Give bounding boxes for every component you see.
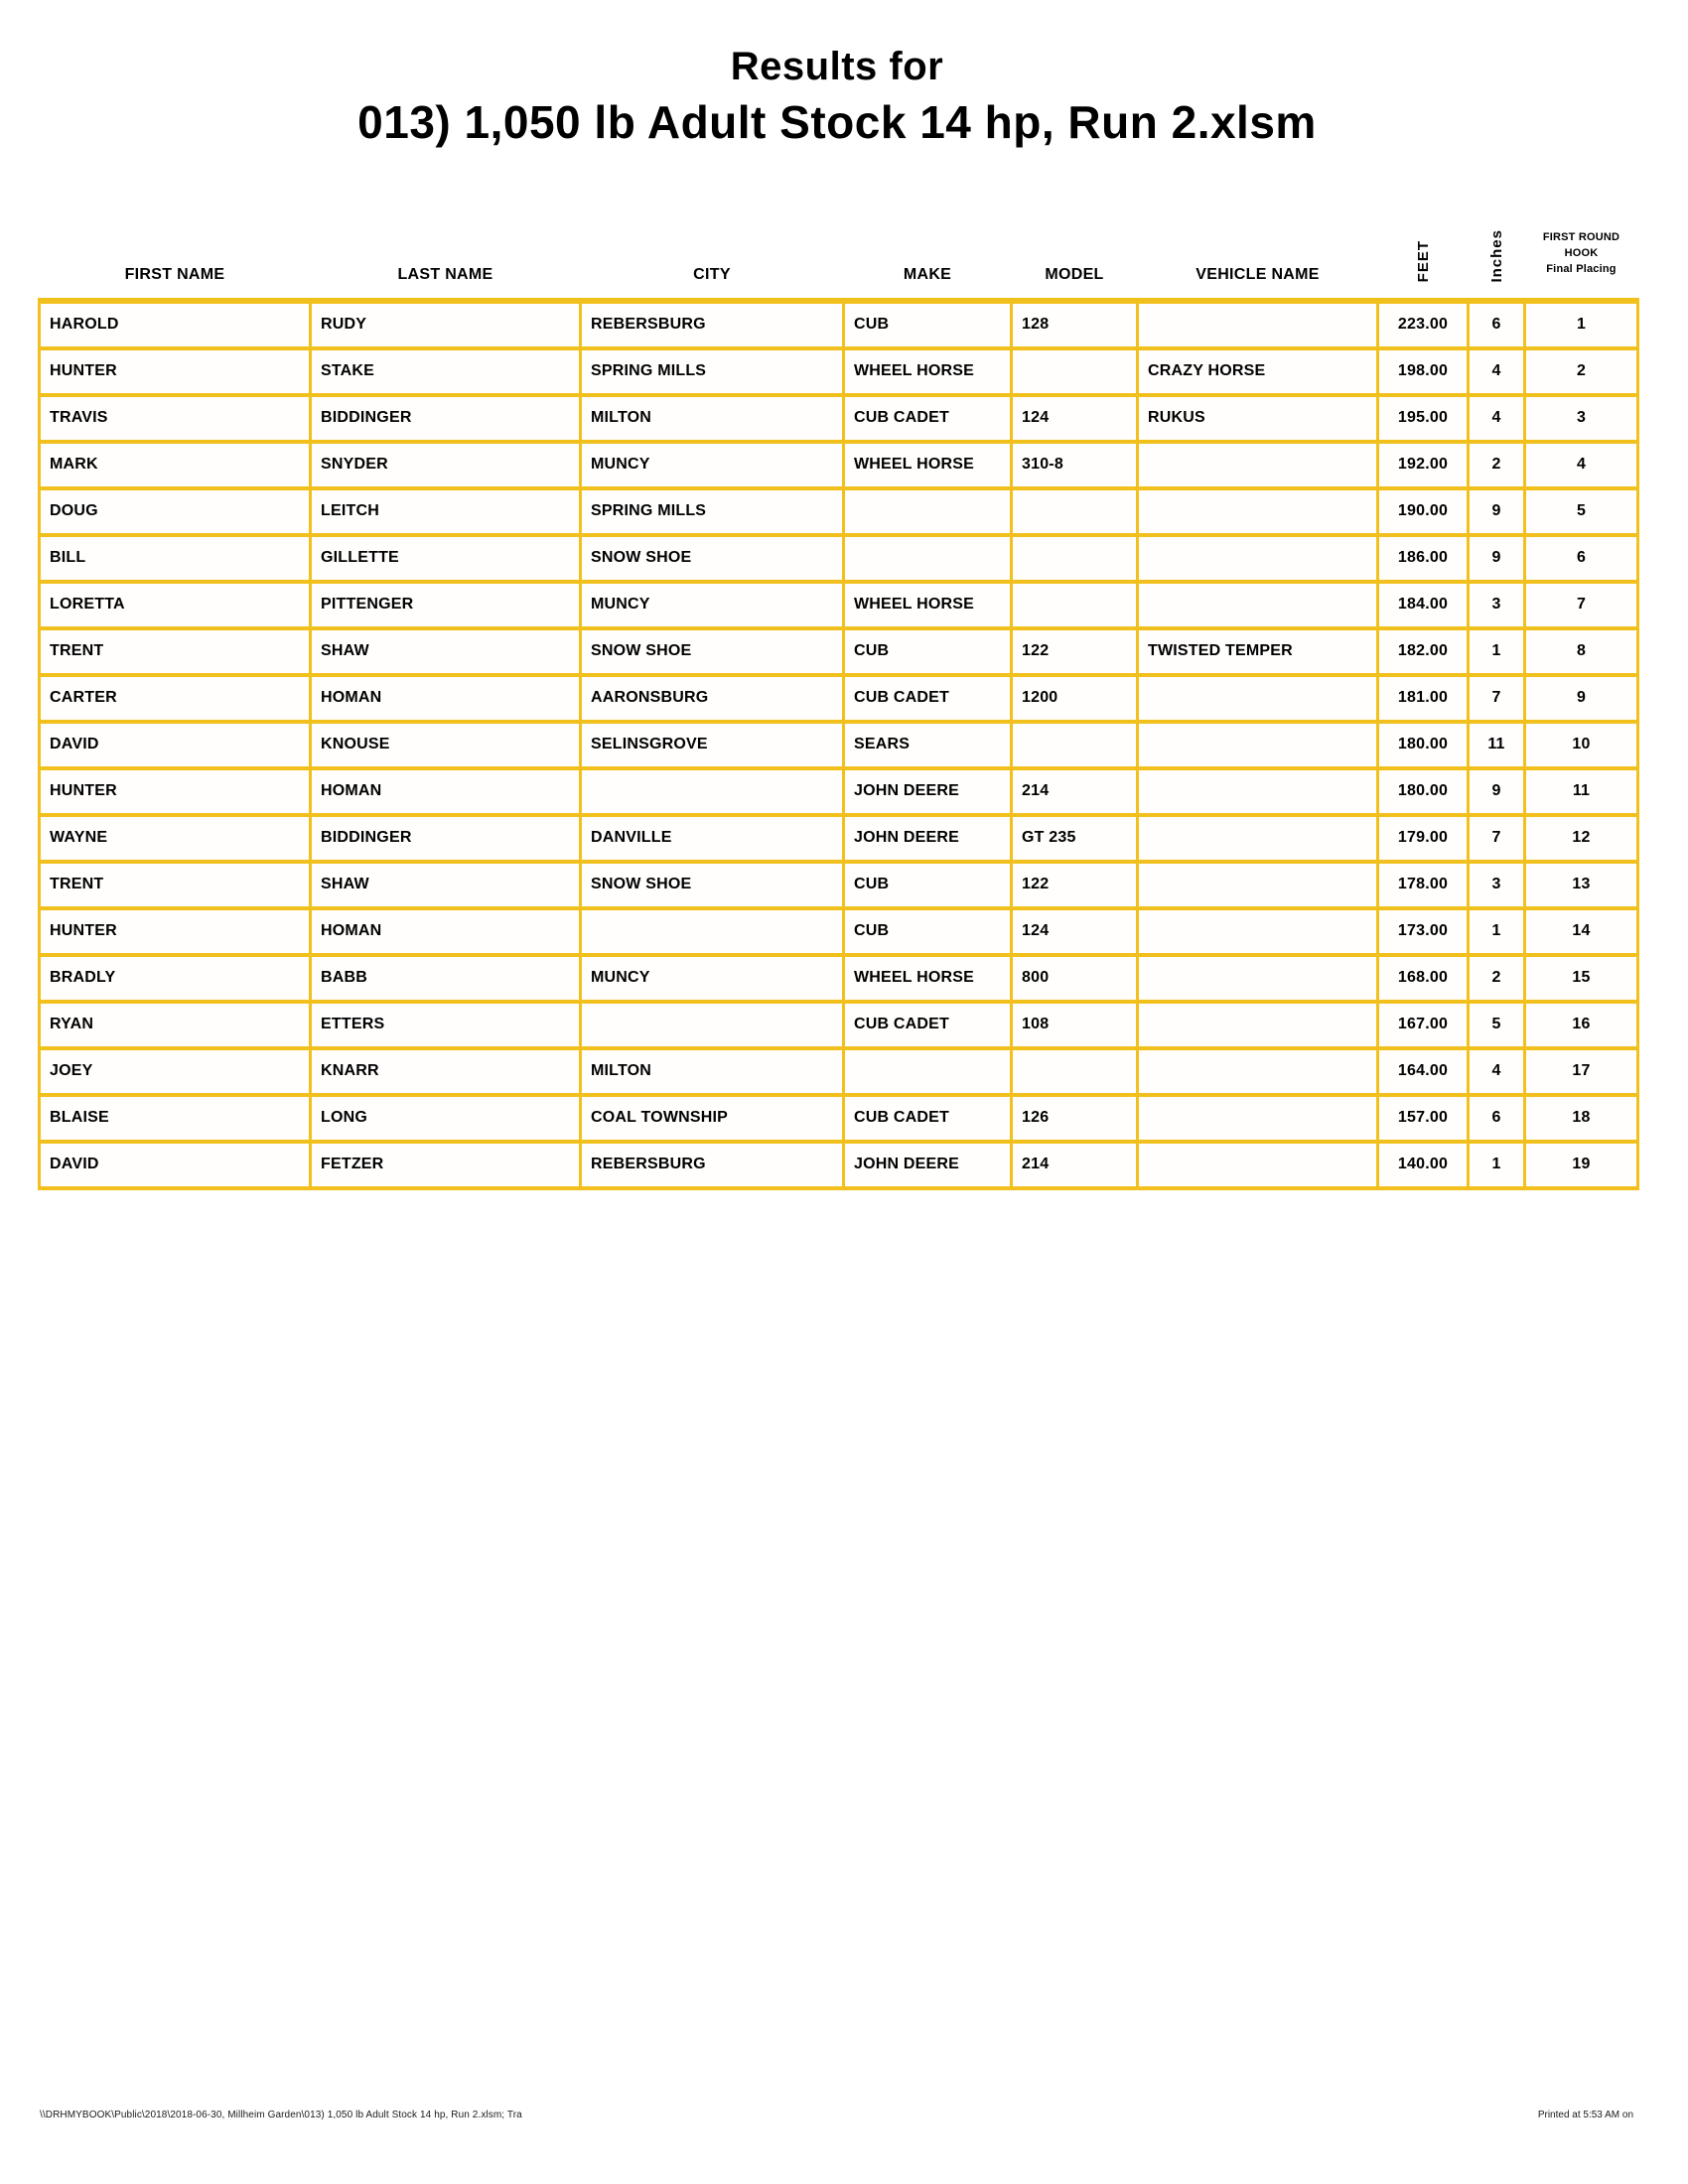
model-cell: 310-8 [1012, 442, 1138, 488]
table-row [40, 722, 1638, 768]
feet-cell: 180.00 [1378, 768, 1469, 815]
vehicle-name-cell [1138, 815, 1378, 862]
vehicle-name-cell: CRAZY HORSE [1138, 348, 1378, 395]
first-name-cell: MARK [40, 442, 311, 488]
first-name-cell: HAROLD [40, 301, 311, 348]
placing-cell: 2 [1525, 348, 1638, 395]
make-cell: SEARS [844, 722, 1012, 768]
col-header-last-name: LAST NAME [311, 148, 581, 301]
table-row [40, 1048, 1638, 1095]
first-name-cell: HUNTER [40, 768, 311, 815]
model-cell [1012, 488, 1138, 535]
first-name-cell: LORETTA [40, 582, 311, 628]
placing-header-line3: Final Placing [1546, 262, 1617, 275]
city-cell: REBERSBURG [581, 301, 844, 348]
vehicle-name-cell [1138, 535, 1378, 582]
first-name-cell: HUNTER [40, 348, 311, 395]
feet-cell: 186.00 [1378, 535, 1469, 582]
model-cell [1012, 1048, 1138, 1095]
model-cell: GT 235 [1012, 815, 1138, 862]
vehicle-name-cell [1138, 442, 1378, 488]
make-cell: JOHN DEERE [844, 815, 1012, 862]
placing-cell: 11 [1525, 768, 1638, 815]
inches-cell: 9 [1469, 488, 1525, 535]
feet-cell: 168.00 [1378, 955, 1469, 1002]
vehicle-name-cell [1138, 1002, 1378, 1048]
make-cell [844, 488, 1012, 535]
last-name-cell: PITTENGER [311, 582, 581, 628]
placing-cell: 19 [1525, 1142, 1638, 1188]
feet-cell: 192.00 [1378, 442, 1469, 488]
city-cell: MILTON [581, 395, 844, 442]
table-row [40, 768, 1638, 815]
make-cell: JOHN DEERE [844, 1142, 1012, 1188]
inches-cell: 9 [1469, 768, 1525, 815]
last-name-cell: GILLETTE [311, 535, 581, 582]
table-row [40, 862, 1638, 908]
first-name-cell: JOEY [40, 1048, 311, 1095]
city-cell: SPRING MILLS [581, 348, 844, 395]
table-row [40, 815, 1638, 862]
placing-cell: 1 [1525, 301, 1638, 348]
model-cell: 214 [1012, 1142, 1138, 1188]
col-header-inches: Inches [1469, 148, 1525, 301]
feet-cell: 182.00 [1378, 628, 1469, 675]
vehicle-name-cell [1138, 1095, 1378, 1142]
feet-cell: 190.00 [1378, 488, 1469, 535]
make-cell: CUB CADET [844, 1095, 1012, 1142]
last-name-cell: SNYDER [311, 442, 581, 488]
feet-cell: 167.00 [1378, 1002, 1469, 1048]
feet-cell: 157.00 [1378, 1095, 1469, 1142]
footer-file-path: \\DRHMYBOOK\Public\2018\2018-06-30, Millheim Garden\013) 1,050 lb Adult Stock 14 hp, Run 2.xlsm; Tra [40, 2110, 522, 2120]
first-name-cell: DAVID [40, 1142, 311, 1188]
last-name-cell: LONG [311, 1095, 581, 1142]
make-cell: CUB [844, 908, 1012, 955]
placing-header-line2: HOOK [1564, 246, 1599, 259]
city-cell [581, 1002, 844, 1048]
placing-cell: 15 [1525, 955, 1638, 1002]
make-cell: WHEEL HORSE [844, 955, 1012, 1002]
table-row [40, 1142, 1638, 1188]
vehicle-name-cell [1138, 1142, 1378, 1188]
results-table-body [40, 301, 1638, 1188]
first-name-cell: TRAVIS [40, 395, 311, 442]
last-name-cell: SHAW [311, 628, 581, 675]
placing-cell: 18 [1525, 1095, 1638, 1142]
placing-cell: 6 [1525, 535, 1638, 582]
table-row [40, 395, 1638, 442]
last-name-cell: HOMAN [311, 908, 581, 955]
inches-cell: 1 [1469, 908, 1525, 955]
placing-cell: 7 [1525, 582, 1638, 628]
model-cell [1012, 722, 1138, 768]
model-cell [1012, 348, 1138, 395]
city-cell: MUNCY [581, 582, 844, 628]
feet-cell: 164.00 [1378, 1048, 1469, 1095]
feet-cell: 223.00 [1378, 301, 1469, 348]
vehicle-name-cell [1138, 862, 1378, 908]
vehicle-name-cell [1138, 908, 1378, 955]
feet-cell: 184.00 [1378, 582, 1469, 628]
placing-header-line1: FIRST ROUND [1542, 230, 1620, 243]
model-cell: 108 [1012, 1002, 1138, 1048]
city-cell: SPRING MILLS [581, 488, 844, 535]
make-cell [844, 1048, 1012, 1095]
make-cell [844, 535, 1012, 582]
placing-cell: 10 [1525, 722, 1638, 768]
table-row [40, 582, 1638, 628]
col-header-city: CITY [581, 148, 844, 301]
last-name-cell: STAKE [311, 348, 581, 395]
inches-cell: 4 [1469, 348, 1525, 395]
make-cell: CUB CADET [844, 395, 1012, 442]
city-cell [581, 768, 844, 815]
city-cell: SELINSGROVE [581, 722, 844, 768]
report-sheet [38, 0, 1636, 1190]
table-row [40, 442, 1638, 488]
inches-cell: 3 [1469, 862, 1525, 908]
inches-cell: 2 [1469, 442, 1525, 488]
make-cell: CUB [844, 862, 1012, 908]
model-cell: 800 [1012, 955, 1138, 1002]
col-header-make: MAKE [844, 148, 1012, 301]
city-cell: DANVILLE [581, 815, 844, 862]
feet-cell: 198.00 [1378, 348, 1469, 395]
city-cell: MUNCY [581, 955, 844, 1002]
table-row [40, 908, 1638, 955]
make-cell: CUB [844, 628, 1012, 675]
make-cell: CUB CADET [844, 675, 1012, 722]
placing-cell: 12 [1525, 815, 1638, 862]
last-name-cell: LEITCH [311, 488, 581, 535]
make-cell: WHEEL HORSE [844, 348, 1012, 395]
table-row [40, 535, 1638, 582]
model-cell: 124 [1012, 908, 1138, 955]
last-name-cell: SHAW [311, 862, 581, 908]
vehicle-name-cell [1138, 768, 1378, 815]
last-name-cell: BIDDINGER [311, 815, 581, 862]
col-header-first-name: FIRST NAME [40, 148, 311, 301]
placing-cell: 4 [1525, 442, 1638, 488]
last-name-cell: RUDY [311, 301, 581, 348]
city-cell: AARONSBURG [581, 675, 844, 722]
make-cell: JOHN DEERE [844, 768, 1012, 815]
model-cell: 124 [1012, 395, 1138, 442]
col-header-vehicle-name: VEHICLE NAME [1138, 148, 1378, 301]
feet-cell: 195.00 [1378, 395, 1469, 442]
model-cell: 122 [1012, 628, 1138, 675]
placing-cell: 14 [1525, 908, 1638, 955]
inches-cell: 9 [1469, 535, 1525, 582]
inches-cell: 4 [1469, 1048, 1525, 1095]
inches-cell: 7 [1469, 815, 1525, 862]
first-name-cell: TRENT [40, 628, 311, 675]
inches-cell: 6 [1469, 301, 1525, 348]
first-name-cell: CARTER [40, 675, 311, 722]
city-cell: SNOW SHOE [581, 862, 844, 908]
vehicle-name-cell [1138, 955, 1378, 1002]
feet-cell: 179.00 [1378, 815, 1469, 862]
last-name-cell: BIDDINGER [311, 395, 581, 442]
model-cell: 122 [1012, 862, 1138, 908]
vehicle-name-cell [1138, 301, 1378, 348]
model-cell: 1200 [1012, 675, 1138, 722]
city-cell: SNOW SHOE [581, 535, 844, 582]
first-name-cell: TRENT [40, 862, 311, 908]
table-row [40, 675, 1638, 722]
first-name-cell: RYAN [40, 1002, 311, 1048]
first-name-cell: BILL [40, 535, 311, 582]
placing-cell: 5 [1525, 488, 1638, 535]
vehicle-name-cell [1138, 722, 1378, 768]
model-cell: 126 [1012, 1095, 1138, 1142]
table-row [40, 1002, 1638, 1048]
model-cell [1012, 535, 1138, 582]
results-table [38, 148, 1639, 1190]
inches-cell: 5 [1469, 1002, 1525, 1048]
table-row [40, 628, 1638, 675]
city-cell [581, 908, 844, 955]
placing-cell: 9 [1525, 675, 1638, 722]
table-row [40, 1095, 1638, 1142]
last-name-cell: HOMAN [311, 768, 581, 815]
make-cell: CUB CADET [844, 1002, 1012, 1048]
col-header-feet: FEET [1378, 148, 1469, 301]
city-cell: MUNCY [581, 442, 844, 488]
inches-cell: 3 [1469, 582, 1525, 628]
make-cell: WHEEL HORSE [844, 442, 1012, 488]
first-name-cell: BLAISE [40, 1095, 311, 1142]
inches-cell: 1 [1469, 628, 1525, 675]
report-title-line1: Results for [730, 45, 944, 88]
inches-cell: 11 [1469, 722, 1525, 768]
placing-cell: 13 [1525, 862, 1638, 908]
footer-printed-at: Printed at 5:53 AM on [1537, 2110, 1633, 2120]
first-name-cell: DAVID [40, 722, 311, 768]
vehicle-name-cell [1138, 675, 1378, 722]
col-header-placing [1525, 148, 1638, 301]
vehicle-name-cell [1138, 582, 1378, 628]
model-cell [1012, 582, 1138, 628]
feet-cell: 178.00 [1378, 862, 1469, 908]
report-title-line2: 013) 1,050 lb Adult Stock 14 hp, Run 2.xlsm [357, 96, 1317, 148]
placing-cell: 17 [1525, 1048, 1638, 1095]
inches-cell: 1 [1469, 1142, 1525, 1188]
col-header-model: MODEL [1012, 148, 1138, 301]
feet-cell: 180.00 [1378, 722, 1469, 768]
model-cell: 214 [1012, 768, 1138, 815]
table-row [40, 348, 1638, 395]
last-name-cell: ETTERS [311, 1002, 581, 1048]
city-cell: REBERSBURG [581, 1142, 844, 1188]
placing-cell: 16 [1525, 1002, 1638, 1048]
feet-cell: 140.00 [1378, 1142, 1469, 1188]
model-cell: 128 [1012, 301, 1138, 348]
feet-cell: 173.00 [1378, 908, 1469, 955]
first-name-cell: HUNTER [40, 908, 311, 955]
table-row [40, 955, 1638, 1002]
feet-cell: 181.00 [1378, 675, 1469, 722]
inches-cell: 4 [1469, 395, 1525, 442]
vehicle-name-cell: TWISTED TEMPER [1138, 628, 1378, 675]
inches-cell: 2 [1469, 955, 1525, 1002]
vehicle-name-cell: RUKUS [1138, 395, 1378, 442]
vehicle-name-cell [1138, 488, 1378, 535]
last-name-cell: KNOUSE [311, 722, 581, 768]
vehicle-name-cell [1138, 1048, 1378, 1095]
inches-cell: 6 [1469, 1095, 1525, 1142]
first-name-cell: BRADLY [40, 955, 311, 1002]
make-cell: WHEEL HORSE [844, 582, 1012, 628]
last-name-cell: FETZER [311, 1142, 581, 1188]
results-table-header [40, 148, 1638, 301]
city-cell: MILTON [581, 1048, 844, 1095]
placing-cell: 8 [1525, 628, 1638, 675]
city-cell: SNOW SHOE [581, 628, 844, 675]
table-row [40, 301, 1638, 348]
city-cell: COAL TOWNSHIP [581, 1095, 844, 1142]
make-cell: CUB [844, 301, 1012, 348]
last-name-cell: BABB [311, 955, 581, 1002]
table-row [40, 488, 1638, 535]
last-name-cell: HOMAN [311, 675, 581, 722]
first-name-cell: DOUG [40, 488, 311, 535]
inches-cell: 7 [1469, 675, 1525, 722]
first-name-cell: WAYNE [40, 815, 311, 862]
last-name-cell: KNARR [311, 1048, 581, 1095]
placing-cell: 3 [1525, 395, 1638, 442]
